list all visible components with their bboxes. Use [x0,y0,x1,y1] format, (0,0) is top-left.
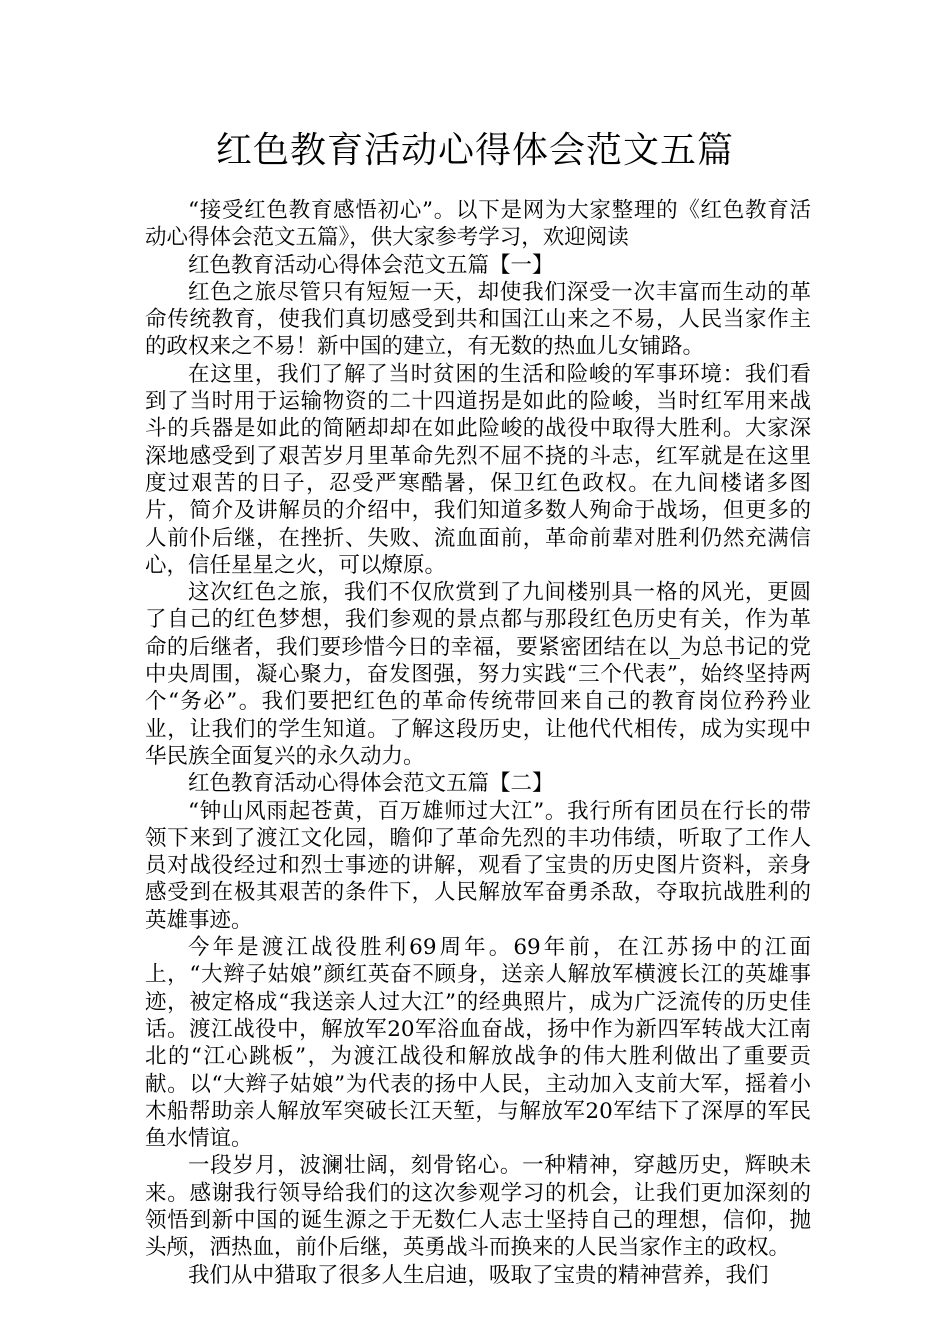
body-paragraph: 今年是渡江战役胜利69周年。69年前，在江苏扬中的江面上，“大辫子姑娘”颜红英奋不顾身，送亲人解放军横渡长江的英雄事迹，被定格成“我送亲人过大江”的经典照片，成为广泛流传的历史佳话。渡江战役中，解放军20军浴血奋战，扬中作为新四军转战大江南北的“江心跳板”，为渡江战役和解放战争的伟大胜利做出了重要贡献。以“大辫子姑娘”为代表的扬中人民，主动加入支前大军，摇着小木船帮助亲人解放军突破长江天堑，与解放军20军结下了深厚的军民鱼水情谊。 [145,935,811,1152]
body-paragraph: “钟山风雨起苍黄，百万雄师过大江”。我行所有团员在行长的带领下来到了渡江文化园，瞻仰了革命先烈的丰功伟绩，听取了工作人员对战役经过和烈士事迹的讲解，观看了宝贵的历史图片资料，亲身感受到在极其艰苦的条件下，人民解放军奋勇杀敌，夺取抗战胜利的英雄事迹。 [145,798,811,933]
intro-paragraph: “接受红色教育感悟初心”。以下是网为大家整理的《红色教育活动心得体会范文五篇》，供大家参考学习，欢迎阅读 [145,198,811,251]
section-heading-two: 红色教育活动心得体会范文五篇【二】 [188,771,554,797]
body-paragraph: 这次红色之旅，我们不仅欣赏到了九间楼别具一格的风光，更圆了自己的红色梦想，我们参观的景点都与那段红色历史有关，作为革命的后继者，我们要珍惜今日的幸福，要紧密团结在以_为总书记的党中央周围，凝心聚力，奋发图强，努力实践“三个代表”，始终坚持两个“务必”。我们要把红色的革命传统带回来自己的教育岗位矜矜业业，让我们的学生知道。了解这段历史，让他代代相传，成为实现中华民族全面复兴的永久动力。 [145,580,811,769]
section-heading-one: 红色教育活动心得体会范文五篇【一】 [188,252,554,278]
article-body [145,197,811,1289]
body-paragraph: 红色之旅尽管只有短短一天，却使我们深受一次丰富而生动的革命传统教育，使我们真切感受到共和国江山来之不易，人民当家作主的政权来之不易！新中国的建立，有无数的热血儿女铺路。 [145,279,811,360]
body-paragraph: 我们从中猎取了很多人生启迪，吸取了宝贵的精神营养，我们 [188,1262,769,1288]
body-paragraph: 一段岁月，波澜壮阔，刻骨铭心。一种精神，穿越历史，辉映未来。感谢我行领导给我们的这次参观学习的机会，让我们更加深刻的领悟到新中国的诞生源之于无数仁人志士坚持自己的理想，信仰，抛头颅，洒热血，前仆后继，英勇战斗而换来的人民当家作主的政权。 [145,1153,811,1261]
page-title: 红色教育活动心得体会范文五篇 [215,130,734,171]
body-paragraph: 在这里，我们了解了当时贫困的生活和险峻的军事环境：我们看到了当时用于运输物资的二十四道拐是如此的险峻，当时红军用来战斗的兵器是如此的简陋却却在如此险峻的战役中取得大胜利。大家深深地感受到了艰苦岁月里革命先烈不屈不挠的斗志，红军就是在这里度过艰苦的日子，忍受严寒酷暑，保卫红色政权。在九间楼诸多图片，简介及讲解员的介绍中，我们知道多数人殉命于战场，但更多的人前仆后继，在挫折、失败、流血面前，革命前辈对胜利仍然充满信心，信任星星之火，可以燎原。 [145,361,811,578]
